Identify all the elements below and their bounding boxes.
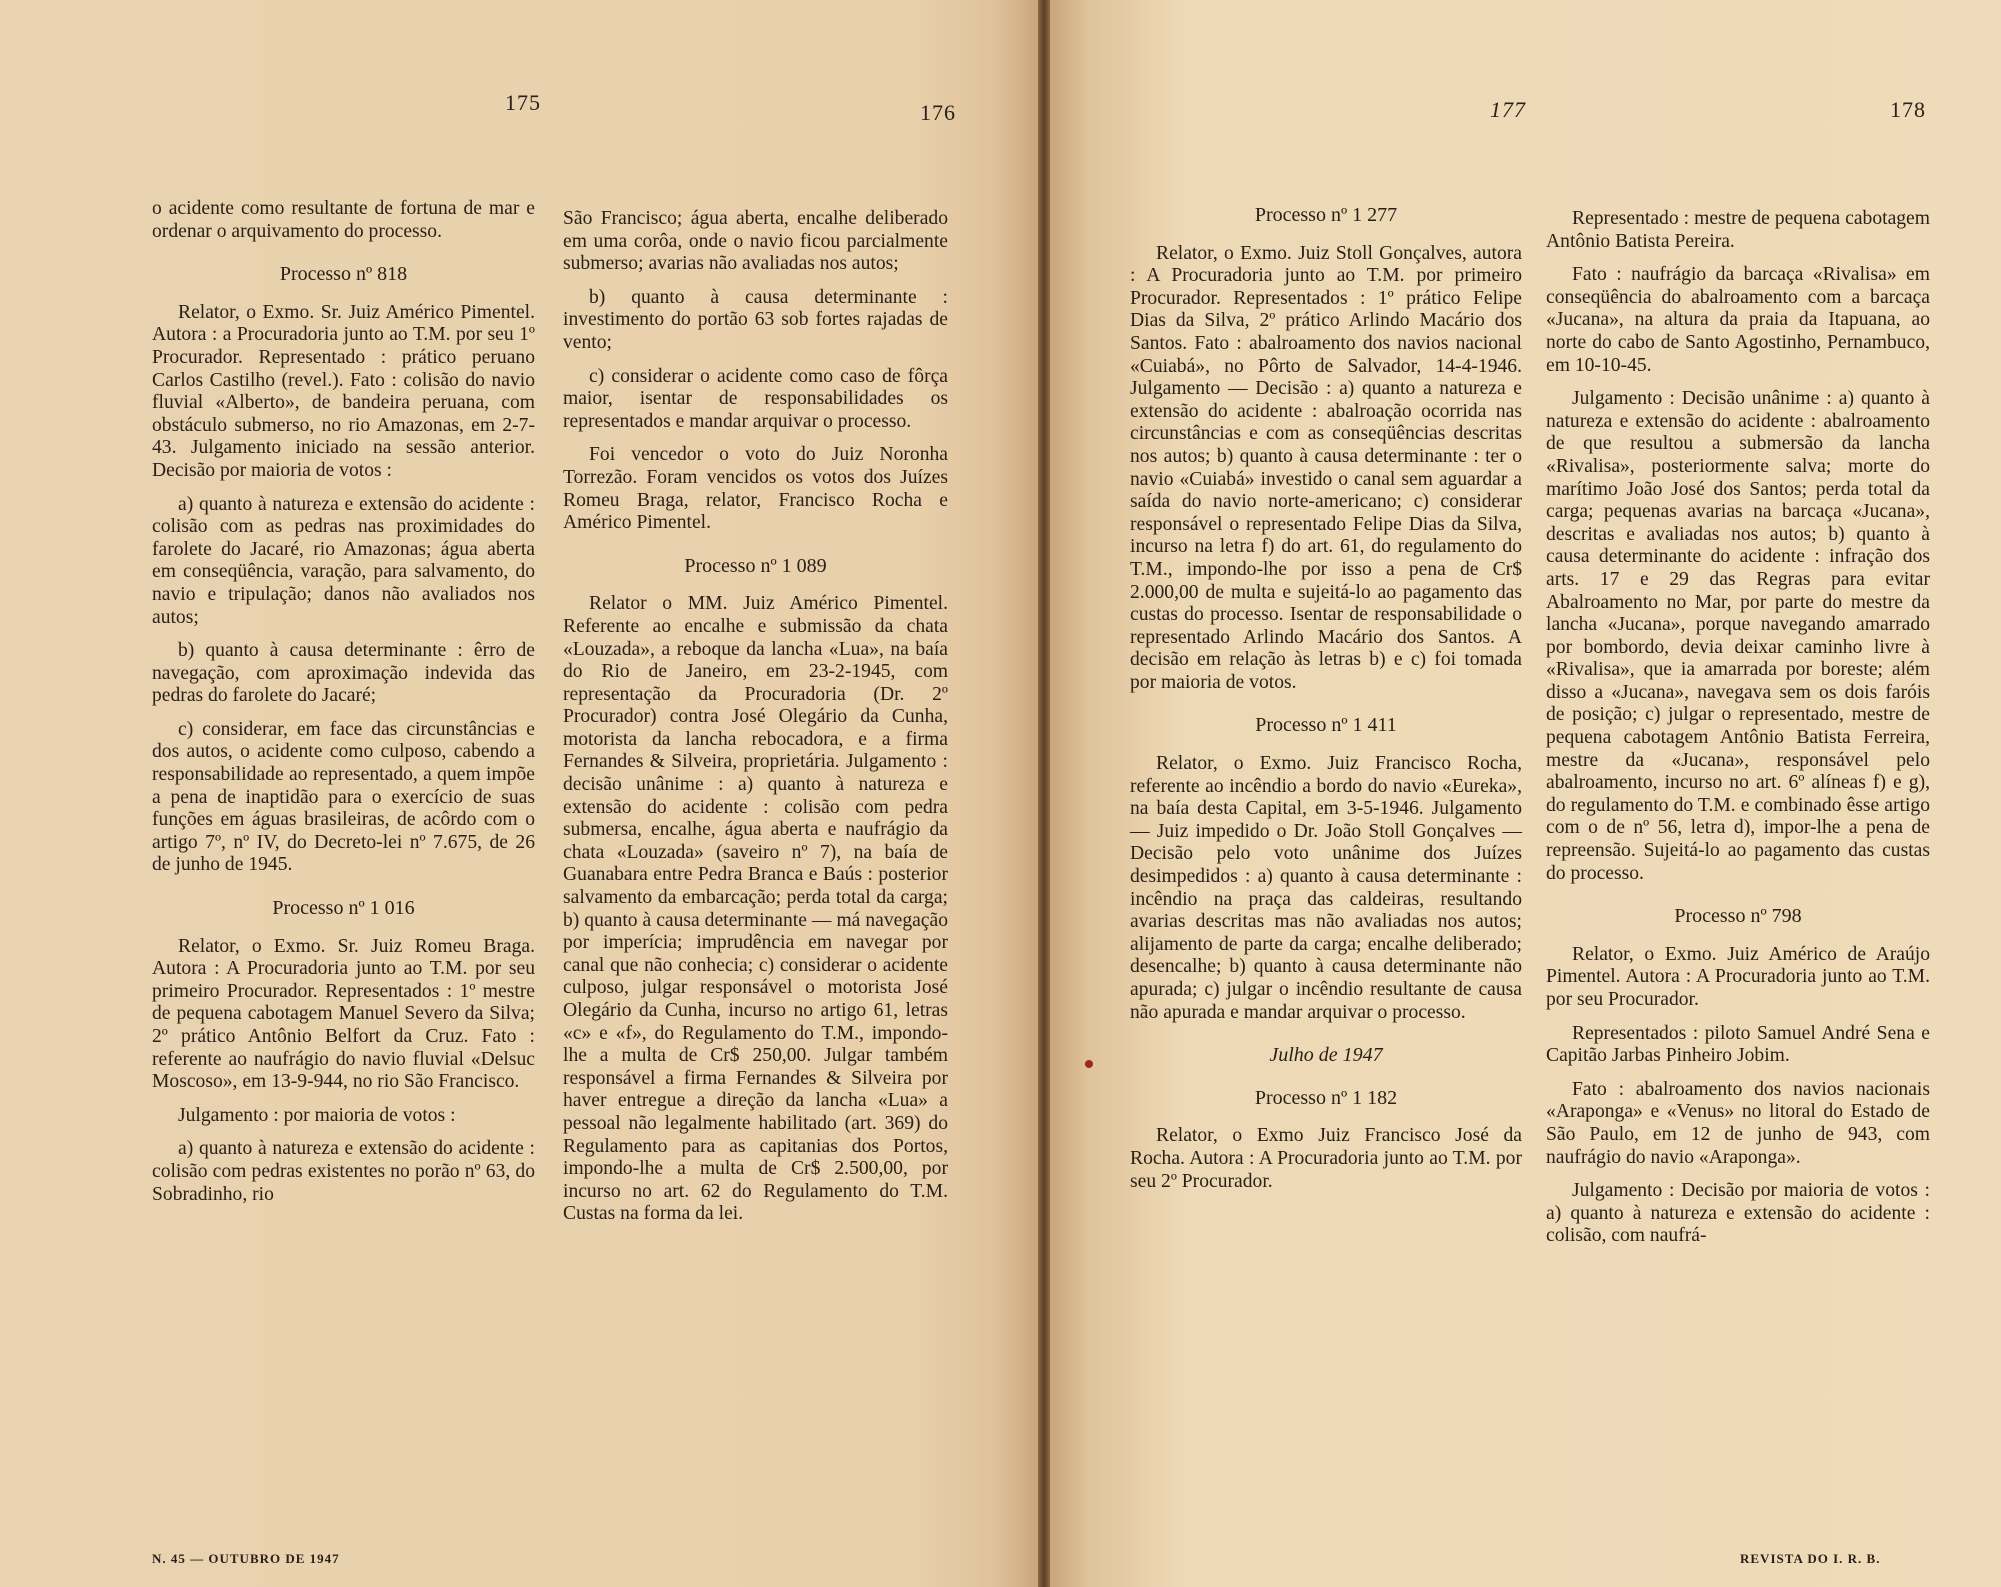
paragraph: Relator, o Exmo. Juiz Stoll Gonçalves, autora : A Procuradoria junto ao T.M. por primeiro Procurador. Representados : 1º prático Felipe Dias da Silva, 2º prático Arlindo Macário dos Santos. Fato : abalroamento dos navios nacional «Cuiabá», no Pôrto de Salvador, 14-4-1946. Julgamento — Decisão : a) quanto a natureza e extensão do acidente : abalroação ocorrida nas circunstâncias e com as conseqüências descritas nos autos; b) quanto à causa determinante : ter o navio «Cuiabá» investido o canal sem aguardar a saída do navio norte-americano; c) considerar responsável o representado Felipe Dias da Silva, incurso na letra f) do art. 61, do regulamento do T.M., impondo-lhe por isso a pena de Cr$ 2.000,00 de multa e sujeitá-lo ao pagamento das custas do processo. Isentar de responsabilidade o representado Arlindo Macário dos Santos. A decisão em relação às letras b) e c) foi tomada por maioria de votos. — [1130, 242, 1522, 693]
paragraph: Fato : abalroamento dos navios nacionais «Araponga» e «Venus» no litoral do Estado de São Paulo, em 12 de junho de 943, com naufrágio do navio «Araponga». — [1546, 1078, 1930, 1168]
column-page-177 — [1130, 204, 1522, 1204]
paragraph: c) considerar, em face das circunstâncias e dos autos, o acidente como culposo, cabendo a responsabilidade ao representado, a quem impõe a pena de inaptidão para o exercício de suas funções em águas brasileiras, de acôrdo com o artigo 7º, nº IV, do Decreto-lei nº 7.675, de 26 de junho de 1945. — [152, 718, 535, 876]
right-page — [1050, 0, 2001, 1587]
paragraph: Relator, o Exmo. Juiz Francisco Rocha, referente ao incêndio a bordo do navio «Eureka», na baía desta Capital, em 3-5-1946. Julgamento — Juiz impedido o Dr. João Stoll Gonçalves — Decisão pelo voto unânime dos Juízes desimpedidos : a) quanto à causa determinante : incêndio na praça das caldeiras, resultando avarias descritas mas não avaliadas nos autos; alijamento de parte da carga; encalhe deliberado; desencalhe; b) quanto à causa determinante não apurada; c) julgar o incêndio resultante de causa não apurada e mandar arquivar o processo. — [1130, 753, 1522, 1023]
month-heading: Julho de 1947 — [1269, 1044, 1383, 1067]
paragraph: o acidente como resultante de fortuna de mar e ordenar o arquivamento do processo. — [152, 198, 535, 242]
page-number-176: 176 — [920, 100, 956, 125]
paragraph: Relator, o Exmo. Sr. Juiz Romeu Braga. Autora : A Procuradoria junto ao T.M. por seu primeiro Procurador. Representados : 1º mestre de pequena cabotagem Manuel Severo da Silva; 2º prático Antônio Belfort da Cruz. Fato : referente ao naufrágio do navio fluvial «Delsuc Moscoso», em 13-9-944, no rio São Francisco. — [152, 935, 535, 1093]
paragraph: Relator, o Exmo Juiz Francisco José da Rocha. Autora : A Procuradoria junto ao T.M. por seu 2º Procurador. — [1130, 1125, 1522, 1192]
paragraph: Relator o MM. Juiz Américo Pimentel. Referente ao encalhe e submissão da chata «Louzada», a reboque da lancha «Lua», na baía do Rio de Janeiro, em 23-2-1945, com representação da Procuradoria (Dr. 2º Procurador) contra José Olegário da Cunha, motorista da lancha rebocadora, e a firma Fernandes & Silveira, proprietária. Julgamento : decisão unânime : a) quanto à natureza e extensão do acidente : colisão com pedra submersa, encalhe, água aberta e naufrágio da chata «Louzada» (saveiro nº 7), na baía de Guanabara entre Pedra Branca e Baús : posterior salvamento da embarcação; perda total da carga; b) quanto à causa determinante — má navegação por imperícia; imprudência em navegar por canal que não conhecia; c) considerar o acidente culposo, julgar responsável o motorista José Olegário da Cunha, incurso no artigo 61, letras «c» e «f», do Regulamento do T.M., impondo-lhe a multa de Cr$ 250,00. Julgar também responsável a firma Fernandes & Silveira por haver entregue a direção da lancha «Lua» a pessoal não legalmente habilitado (art. 369) do Regulamento para as capitanias dos Portos, impondo-lhe a multa de Cr$ 2.500,00, por incurso no art. 62 do Regulamento do T.M. Custas na forma da lei. — [563, 593, 948, 1225]
paragraph: Julgamento : por maioria de votos : — [178, 1104, 456, 1126]
paragraph: b) quanto à causa determinante : investimento do portão 63 sob fortes rajadas de vento; — [563, 286, 948, 353]
section-heading: Processo nº 818 — [279, 263, 408, 286]
section-heading: Processo nº 1 411 — [1255, 714, 1397, 737]
paragraph: a) quanto à natureza e extensão do acidente : colisão com pedras existentes no porão nº 63, do Sobradinho, rio — [152, 1138, 535, 1205]
column-page-176 — [563, 208, 948, 1237]
paragraph: Relator, o Exmo. Juiz Américo de Araújo Pimentel. Autora : A Procuradoria junto ao T.M. por seu Procurador. — [1546, 943, 1930, 1010]
paragraph: Foi vencedor o voto do Juiz Noronha Torrezão. Foram vencidos os votos dos Juízes Romeu Braga, relator, Francisco Rocha e Américo Pimentel. — [563, 444, 948, 534]
paragraph: São Francisco; água aberta, encalhe deliberado em uma corôa, onde o navio ficou parcialmente submerso; avarias não avaliadas nos autos; — [563, 208, 948, 275]
footer-publication: REVISTA DO I. R. B. — [1740, 1551, 1881, 1566]
column-page-175 — [152, 198, 535, 1217]
paragraph: Representados : piloto Samuel André Sena e Capitão Jarbas Pinheiro Jobim. — [1546, 1022, 1930, 1067]
section-heading: Processo nº 798 — [1674, 905, 1802, 928]
paragraph: Representado : mestre de pequena cabotagem Antônio Batista Pereira. — [1546, 208, 1930, 252]
paragraph: Relator, o Exmo. Sr. Juiz Américo Pimentel. Autora : a Procuradoria junto ao T.M. por seu 1º Procurador. Representado : prático peruano Carlos Castilho (revel.). Fato : colisão do navio fluvial «Alberto», de bandeira peruana, com obstáculo submerso, no rio Amazonas, em 2-7-43. Julgamento iniciado na sessão anterior. Decisão por maioria de votos : — [152, 301, 535, 481]
ink-spot — [1085, 1060, 1093, 1068]
footer-issue: N. 45 — OUTUBRO DE 1947 — [152, 1551, 340, 1566]
section-heading: Processo nº 1 277 — [1254, 204, 1398, 226]
paragraph: c) considerar o acidente como caso de fôrça maior, isentar de responsabilidades os representados e mandar arquivar o processo. — [563, 365, 948, 432]
paragraph: a) quanto à natureza e extensão do acidente : colisão com as pedras nas proximidades do farolete do Jacaré, rio Amazonas; água aberta em conseqüência, varação, para salvamento, do navio e tripulação; danos não avaliados nos autos; — [152, 493, 535, 628]
page-number-177: 177 — [1490, 97, 1526, 122]
paragraph: Julgamento : Decisão por maioria de votos : a) quanto à natureza e extensão do acidente : colisão, com naufrá- — [1546, 1180, 1930, 1247]
column-page-178 — [1546, 208, 1930, 1259]
page-number-175: 175 — [505, 90, 541, 115]
section-heading: Processo nº 1 182 — [1254, 1086, 1398, 1109]
paragraph: b) quanto à causa determinante : êrro de navegação, com aproximação indevida das pedras do farolete do Jacaré; — [152, 640, 535, 707]
section-heading: Processo nº 1 089 — [684, 554, 827, 577]
paragraph: Fato : naufrágio da barcaça «Rivalisa» em conseqüência do abalroamento com a barcaça «Jucana», na altura da praia da Itapuana, ao norte do cabo de Santo Agostinho, Pernambuco, em 10-10-45. — [1546, 264, 1930, 376]
page-number-178: 178 — [1890, 97, 1926, 122]
book-gutter — [1038, 0, 1050, 1587]
section-heading: Processo nº 1 016 — [272, 897, 415, 920]
paragraph: Julgamento : Decisão unânime : a) quanto à natureza e extensão do acidente : abalroamento de que resultou a submersão da lancha «Rivalisa», posteriormente salva; morte do marítimo João José dos Santos; perda total da carga; pequenas avarias na barcaça «Jucana», descritas e avaliadas nos autos; b) quanto à causa determinante do acidente : infração dos arts. 17 e 29 das Regras para evitar Abalroamento no Mar, por parte do mestre da lancha «Jucana», porque navegando amarrado por bombordo, devia deixar caminho livre à «Rivalisa», que ia amarrada por boreste; além disso a «Jucana», navegava sem os dois faróis de posição; c) julgar o representado, mestre de pequena cabotagem Antônio Batista Ferreira, mestre da «Jucana», responsável pelo abalroamento, incurso no art. 6º alíneas f) e g), do regulamento do T.M. e combinado êsse artigo com o de nº 56, letra d), impor-lhe a pena de repreensão. Sujeitá-lo ao pagamento das custas do processo. — [1546, 388, 1930, 884]
